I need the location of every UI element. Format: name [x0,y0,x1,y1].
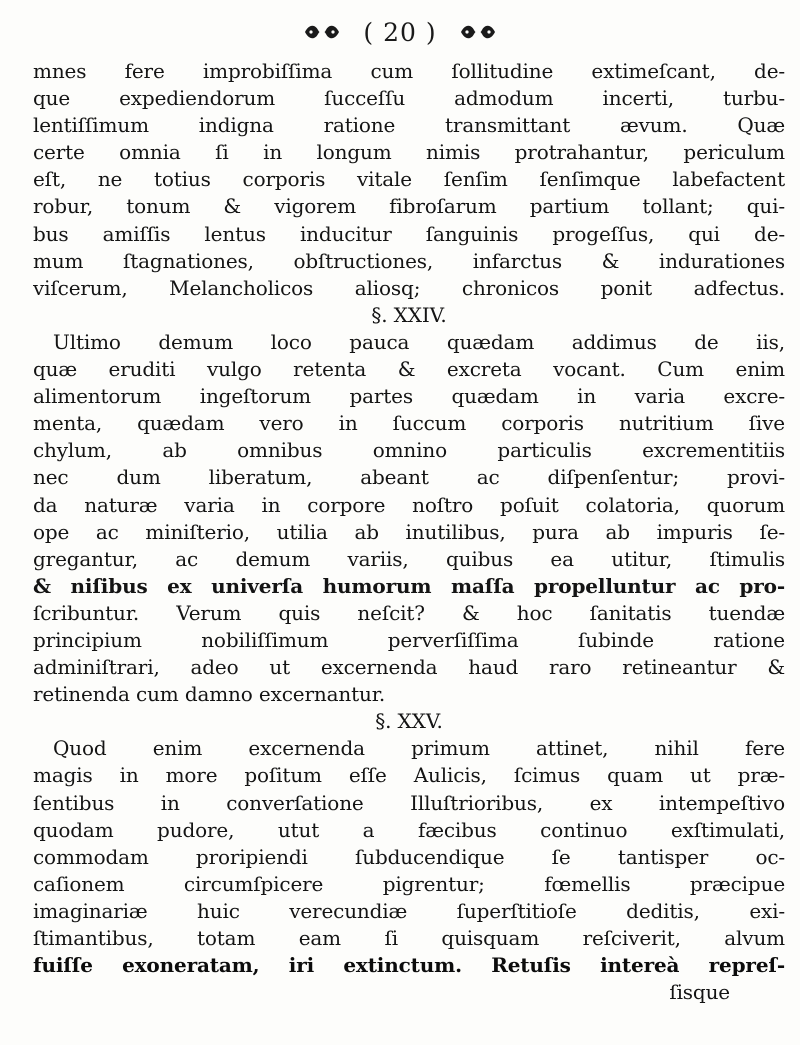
catchword: ſisque [669,980,730,1005]
text-line: ſtimantibus, totam eam ſi quisquam reſciverit, alvum [33,926,785,950]
text-line: que expediendorum ſucceſſu admodum incerti, turbu- [33,86,785,111]
text-line: robur, tonum & vigorem fibroſarum partium tollant; qui- [33,194,785,219]
text-line: principium nobiliſſimum perverſiſſima ſubinde ratione [33,627,785,652]
text-line: magis in more poſitum eſſe Aulicis, ſcimus quam ut præ- [33,763,785,788]
text-line: commodam proripiendi ſubducendique ſe tantisper oc- [33,844,785,869]
section-heading: §. XXIV. [371,302,447,327]
text-line: quæ eruditi vulgo retenta & excreta vocant. Cum enim [33,357,785,382]
text-line: certe omnia ſi in longum nimis protrahantur, periculum [33,140,785,165]
text-line: ſentibus in converſatione Illuſtrioribus, ex intempeſtivo [33,790,785,815]
text-line: nec dum liberatum, abeant ac diſpenſentur; provi- [33,465,785,490]
text-line: imaginariæ huic verecundiæ ſuperſtitioſe deditis, exi- [33,898,785,923]
text-line: chylum, ab omnibus omnino particulis excrementitiis [33,438,785,463]
page-number: ( 20 ) [363,17,437,47]
text-line: menta, quædam vero in ſuccum corporis nutritium ſive [33,411,785,436]
text-line: viſcerum, Melancholicos aliosq; chronicos ponit adfectus. [33,275,785,300]
text-line: adminiſtrari, adeo ut excernenda haud raro retineantur & [33,655,785,680]
text-line: Ultimo demum loco pauca quædam addimus de iis, [53,329,785,354]
text-line: mum ſtagnationes, obſtructiones, infarctus & indurationes [33,248,785,273]
text-line: lentiſſimum indigna ratione transmittant ævum. Quæ [33,113,785,138]
text-line: fuiſſe exoneratam, iri extinctum. Retuſis intereà repreſ- [33,953,785,978]
right-ornament-icon [459,21,497,43]
text-line: eſt, ne totius corporis vitale ſenſim ſenſimque labefactent [33,167,785,192]
text-line: bus amiſſis lentus inducitur ſanguinis progeſſus, qui de- [33,221,785,246]
text-line: caſionem circumſpicere pigrentur; fœmellis præcipue [33,871,785,896]
text-line: retinenda cum damno excernantur. [33,682,386,707]
text-line: gregantur, ac demum variis, quibus ea utitur, ſtimulis [33,546,785,571]
text-line: ope ac miniſterio, utilia ab inutilibus, pura ab impuris ſe- [33,519,785,544]
text-line: Quod enim excernenda primum attinet, nihil fere [53,736,785,761]
text-line: quodam pudore, utut a fæcibus continuo exſtimulati, [33,817,785,842]
section-heading: §. XXV. [375,709,443,734]
text-line: ſcribuntur. Verum quis neſcit? & hoc ſanitatis tuendæ [33,600,785,625]
text-line: alimentorum ingeſtorum partes quædam in varia excre- [33,384,785,409]
left-ornament-icon [303,21,341,43]
text-line: mnes fere improbiſſima cum ſollitudine extimeſcant, de- [33,59,785,83]
page-header [0,14,800,50]
text-line: & niſibus ex univerſa humorum maſſa propelluntur ac pro- [33,573,785,598]
text-line: da naturæ varia in corpore noſtro poſuit colatoria, quorum [33,492,785,517]
body-text [33,58,785,1006]
